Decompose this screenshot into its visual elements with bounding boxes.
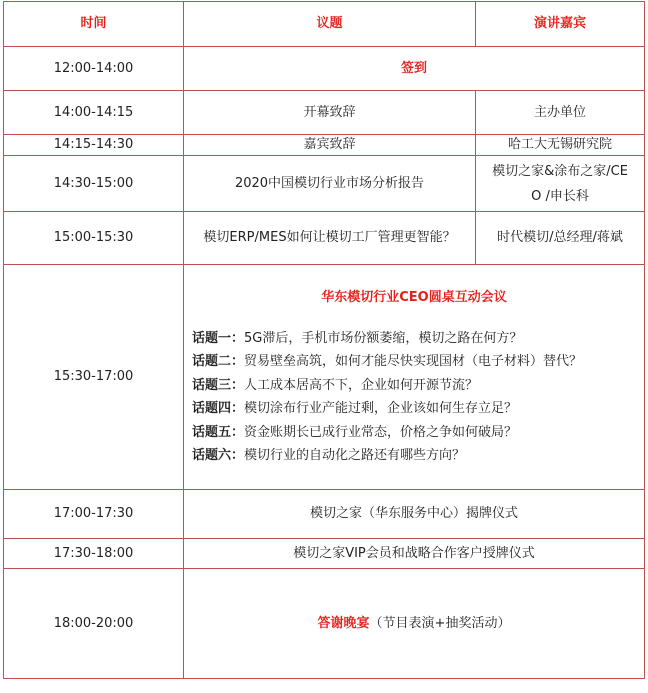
topic-text: 贸易壁垒高筑，如何才能尽快实现国材（电子材料）替代？: [244, 354, 583, 369]
table-row: [4, 135, 645, 156]
roundtable-topic: [188, 397, 640, 421]
row-time: 15:00-15:30: [4, 212, 184, 265]
header-row: [4, 2, 645, 47]
table-row: [4, 569, 645, 679]
topic-text: 模切涂布行业产能过剩，企业该如何生存立足？: [244, 401, 518, 416]
row-time: 14:30-15:00: [4, 156, 184, 212]
roundtable-topic: [188, 374, 640, 398]
row-speaker: 时代模切/总经理/蒋斌: [476, 212, 645, 265]
roundtable-title: 华东模切行业CEO圆桌互动会议: [321, 289, 507, 305]
header-topic: 议题: [184, 2, 476, 47]
topic-label: 话题三：: [192, 377, 245, 393]
row-topic: 嘉宾致辞: [184, 135, 476, 156]
row-topic: 2020中国模切行业市场分析报告: [184, 156, 476, 212]
table-row: [4, 490, 645, 539]
row-speaker: 哈工大无锡研究院: [476, 135, 645, 156]
roundtable-topic: [188, 444, 640, 468]
dinner-detail: （节目表演+抽奖活动）: [369, 615, 511, 631]
row-topic: [184, 569, 645, 679]
topic-label: 话题一：: [192, 330, 245, 346]
topic-text: 资金账期长已成行业常态，价格之争如何破局？: [244, 424, 518, 440]
row-time: 12:00-14:00: [4, 47, 184, 91]
header-time: 时间: [4, 2, 184, 47]
row-topic: 模切之家（华东服务中心）揭牌仪式: [184, 490, 645, 539]
roundtable-topic: [188, 350, 640, 374]
topic-text: 模切行业的自动化之路还有哪些方向？: [244, 448, 466, 463]
table-row: [4, 156, 645, 212]
topic-label: 话题五：: [192, 424, 245, 440]
row-topic: 模切ERP/MES如何让模切工厂管理更智能？: [184, 212, 476, 265]
dinner-label: 答谢晚宴: [317, 615, 370, 631]
row-speaker: [476, 156, 645, 212]
table-row: [4, 47, 645, 91]
header-speaker: 演讲嘉宾: [476, 2, 645, 47]
topic-text: 人工成本居高不下，企业如何开源节流？: [244, 377, 479, 393]
row-time: 14:15-14:30: [4, 135, 184, 156]
topic-label: 话题二：: [192, 354, 245, 369]
roundtable-topic: [188, 421, 640, 445]
speaker-line: O /申长科: [531, 188, 589, 204]
roundtable-cell: [184, 265, 645, 490]
row-time: 15:30-17:00: [4, 265, 184, 490]
row-time: 14:00-14:15: [4, 91, 184, 135]
row-time: 17:30-18:00: [4, 539, 184, 569]
table-row: [4, 265, 645, 490]
row-topic: 开幕致辞: [184, 91, 476, 135]
table-row: [4, 91, 645, 135]
row-time: 18:00-20:00: [4, 569, 184, 679]
topic-label: 话题四：: [192, 401, 245, 416]
topic-label: 话题六：: [192, 448, 245, 463]
topic-text: 5G滞后，手机市场份额萎缩，模切之路在何方？: [244, 330, 523, 346]
table-row: [4, 212, 645, 265]
speaker-line: 模切之家&涂布之家/CE: [492, 163, 628, 179]
row-speaker: 主办单位: [476, 91, 645, 135]
row-topic-checkin: 签到: [184, 47, 645, 91]
roundtable-topic: [188, 327, 640, 351]
row-time: 17:00-17:30: [4, 490, 184, 539]
row-topic: 模切之家VIP会员和战略合作客户授牌仪式: [184, 539, 645, 569]
agenda-table: [3, 1, 645, 679]
table-row: [4, 539, 645, 569]
